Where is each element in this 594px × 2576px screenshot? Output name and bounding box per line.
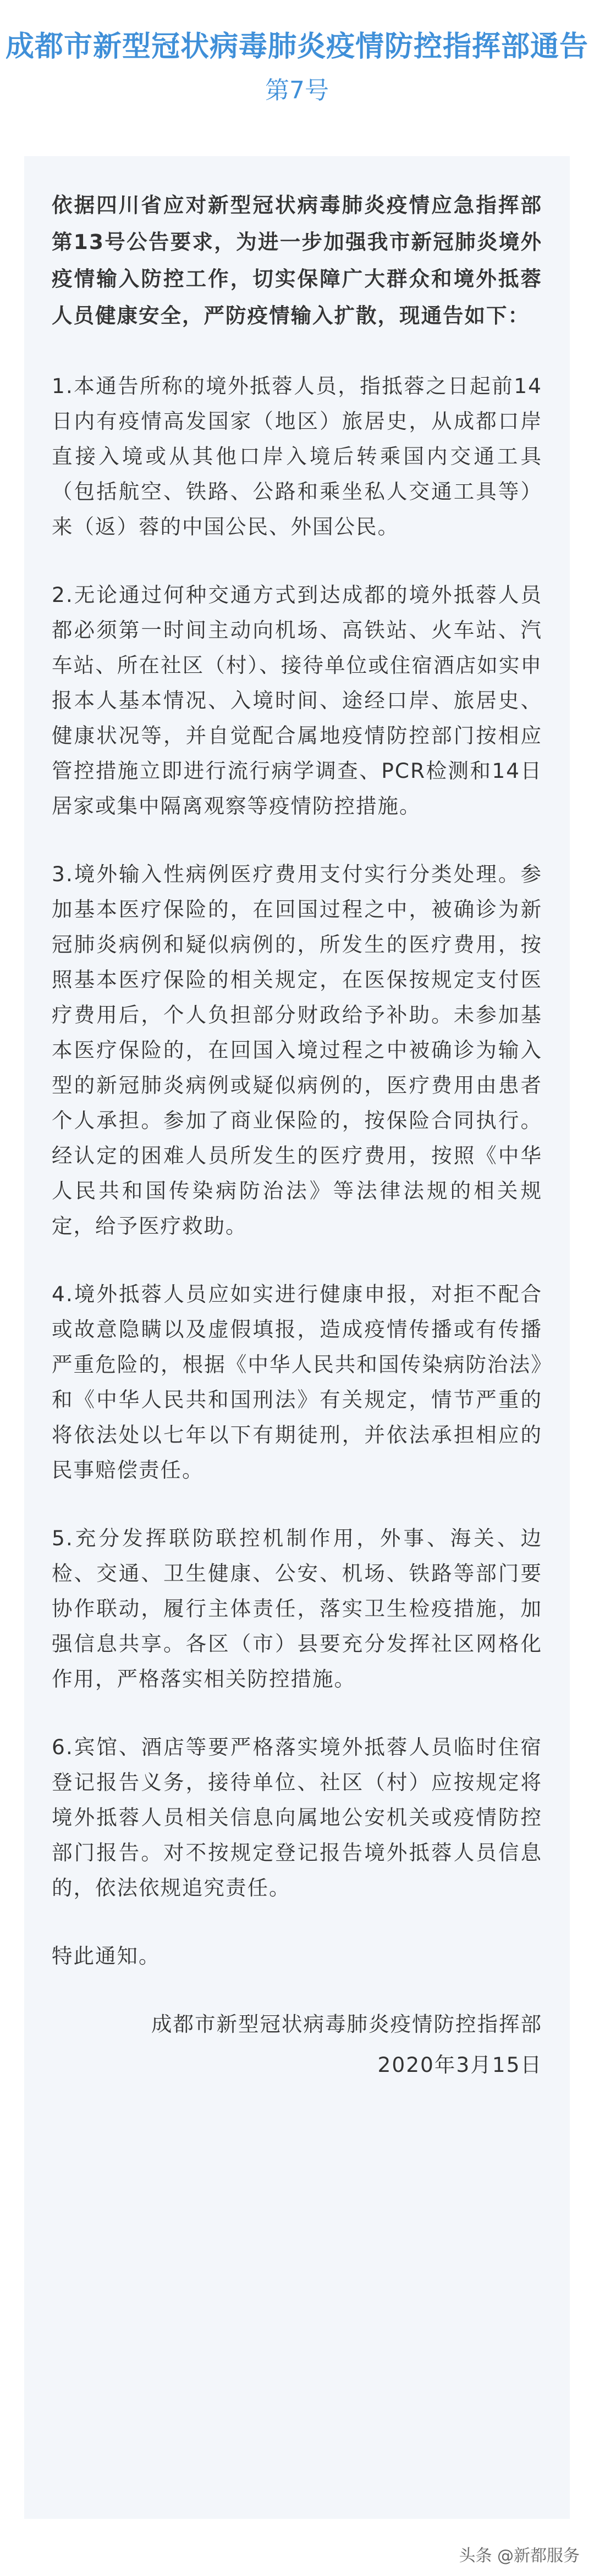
- closing-line: 特此通知。: [52, 1944, 161, 1968]
- notice-item-5: 5.充分发挥联防联控机制作用，外事、海关、边检、交通、卫生健康、公安、机场、铁路等部门要协作联动，履行主体责任，落实卫生检疫措施，加强信息共享。各区（市）县要充分发挥社区网格化作用，严格落实相关防控措施。: [52, 1526, 542, 1691]
- notice-item-3: 3.境外输入性病例医疗费用支付实行分类处理。参加基本医疗保险的，在回国过程之中，被确诊为新冠肺炎病例和疑似病例的，所发生的医疗费用，按照基本医疗保险的相关规定，在医保按规定支付医疗费用后，个人负担部分财政给予补助。未参加基本医疗保险的，在回国入境过程之中被确诊为输入型的新冠肺炎病例或疑似病例的，医疗费用由患者个人承担。参加了商业保险的，按保险合同执行。经认定的困难人员所发生的医疗费用，按照《中华人民共和国传染病防治法》等法律法规的相关规定，给予医疗救助。: [52, 862, 542, 1238]
- signature: 成都市新型冠状病毒肺炎疫情防控指挥部: [151, 2012, 542, 2036]
- notice-item-4: 4.境外抵蓉人员应如实进行健康申报，对拒不配合或故意隐瞒以及虚假填报，造成疫情传播或有传播严重危险的，根据《中华人民共和国传染病防治法》和《中华人民共和国刑法》有关规定，情节严重的将依法处以七年以下有期徒刑，并依法承担相应的民事赔偿责任。: [52, 1282, 542, 1482]
- issue-date: 2020年3月15日: [377, 2053, 542, 2077]
- notice-item-1: 1.本通告所称的境外抵蓉人员，指抵蓉之日起前14日内有疫情高发国家（地区）旅居史，从成都口岸直接入境或从其他口岸入境后转乘国内交通工具（包括航空、铁路、公路和乘坐私人交通工具等）来（返）蓉的中国公民、外国公民。: [52, 374, 542, 539]
- notice-body: [24, 156, 570, 2519]
- intro-paragraph: 依据四川省应对新型冠状病毒肺炎疫情应急指挥部第13号公告要求，为进一步加强我市新冠肺炎境外疫情输入防控工作，切实保障广大群众和境外抵蓉人员健康安全，严防疫情输入扩散，现通告如下：: [52, 193, 542, 328]
- source-watermark: 头条 @新都服务: [459, 2546, 580, 2566]
- notice-header: [0, 0, 594, 110]
- notice-item-6: 6.宾馆、酒店等要严格落实境外抵蓉人员临时住宿登记报告义务，接待单位、社区（村）应按规定将境外抵蓉人员相关信息向属地公安机关或疫情防控部门报告。对不按规定登记报告境外抵蓉人员信息的，依法依规追究责任。: [52, 1735, 542, 1900]
- notice-number: 第7号: [265, 76, 329, 104]
- page-title: 成都市新型冠状病毒肺炎疫情防控指挥部通告: [5, 30, 588, 63]
- notice-item-2: 2.无论通过何种交通方式到达成都的境外抵蓉人员都必须第一时间主动向机场、高铁站、火车站、汽车站、所在社区（村）、接待单位或住宿酒店如实申报本人基本情况、入境时间、途经口岸、旅居史、健康状况等，并自觉配合属地疫情防控部门按相应管控措施立即进行流行病学调查、PCR检测和14日居家或集中隔离观察等疫情防控措施。: [52, 583, 542, 818]
